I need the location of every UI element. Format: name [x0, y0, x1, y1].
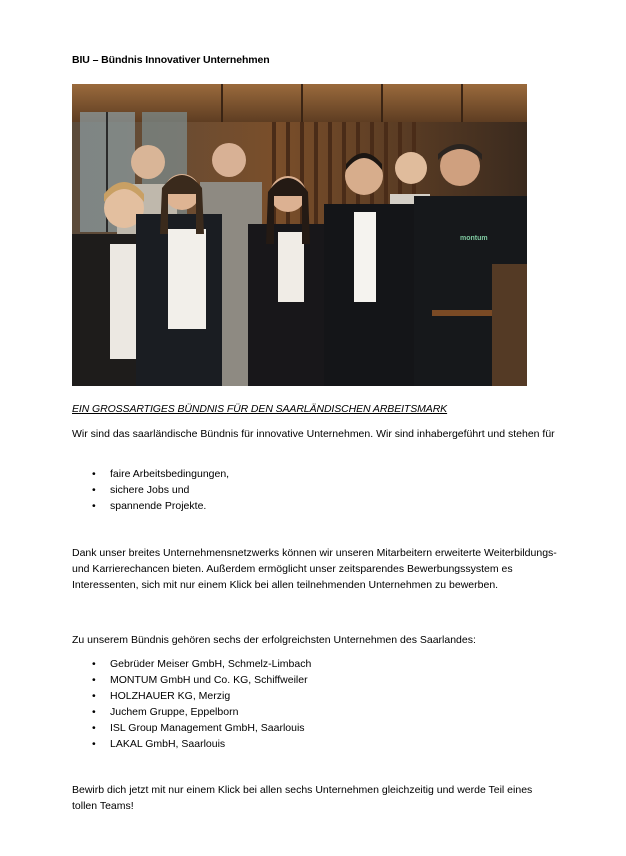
call-to-action: Bewirb dich jetzt mit nur einem Klick bei allen sechs Unternehmen gleichzeitig und werde Teil eines tollen Teams! — [72, 784, 533, 812]
team-photo — [72, 84, 527, 386]
list-item: • Gebrüder Meiser GmbH, Schmelz-Limbach — [92, 656, 311, 672]
list-item: • HOLZHAUER KG, Merzig — [92, 688, 311, 704]
photo-logo-text: montum — [460, 235, 488, 242]
values-list — [92, 466, 229, 514]
companies-intro: Zu unserem Bündnis gehören sechs der erfolgreichsten Unternehmen des Saarlandes: — [72, 634, 476, 646]
network-paragraph: Dank unser breites Unternehmensnetzwerks können wir unseren Mitarbeitern erweiterte Weiterbildungs- und Karrierechancen bieten. Außerdem ermöglicht unser zeitsparendes Bewerbungssystem es Interessenten, sich mit nur einem Klick bei allen teilnehmenden Unternehmen zu bewerben. — [72, 547, 557, 591]
list-item: • sichere Jobs und — [92, 482, 229, 498]
list-item: • ISL Group Management GmbH, Saarlouis — [92, 720, 311, 736]
list-item: • LAKAL GmbH, Saarlouis — [92, 736, 311, 752]
intro-paragraph: Wir sind das saarländische Bündnis für innovative Unternehmen. Wir sind inhabergeführt und stehen für — [72, 428, 555, 440]
list-item: • Juchem Gruppe, Eppelborn — [92, 704, 311, 720]
document-title: BIU – Bündnis Innovativer Unternehmen — [72, 54, 270, 66]
list-item: • spannende Projekte. — [92, 498, 229, 514]
list-item: • MONTUM GmbH und Co. KG, Schiffweiler — [92, 672, 311, 688]
list-item: • faire Arbeitsbedingungen, — [92, 466, 229, 482]
companies-list — [92, 656, 311, 752]
section-heading: EIN GROSSARTIGES BÜNDNIS FÜR DEN SAARLÄNDISCHEN ARBEITSMARK — [72, 403, 448, 415]
